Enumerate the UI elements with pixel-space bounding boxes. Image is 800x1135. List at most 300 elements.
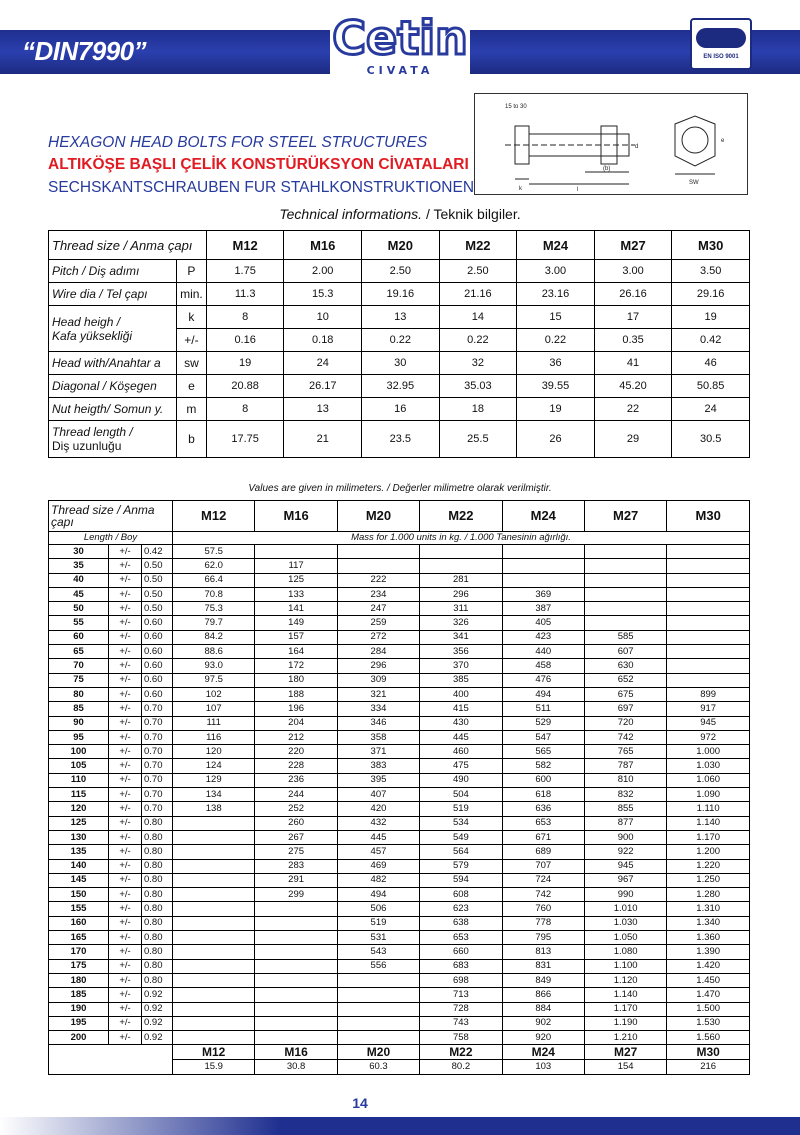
size-header-m24: M24 <box>517 231 595 260</box>
mass-cell: 134 <box>173 788 255 802</box>
tolerance-sign: +/- <box>109 745 142 759</box>
table-row <box>49 745 750 759</box>
spec-row-symbol: P <box>176 260 206 283</box>
mass-cell: 129 <box>173 773 255 787</box>
footer-size-m16: M16 <box>255 1045 337 1060</box>
length-cell: 155 <box>49 902 109 916</box>
spec-cell: 2.50 <box>362 260 440 283</box>
tolerance-sign: +/- <box>109 788 142 802</box>
tolerance-cell: 0.70 <box>142 759 173 773</box>
mass-cell: 97.5 <box>173 673 255 687</box>
mass-cell: 172 <box>255 659 337 673</box>
mass-cell: 272 <box>337 630 419 644</box>
mass-cell: 765 <box>584 745 666 759</box>
mass-cell: 531 <box>337 931 419 945</box>
spec-cell: 24 <box>672 398 750 421</box>
spec-cell: 29 <box>594 421 672 458</box>
mass-cell: 341 <box>420 630 502 644</box>
tolerance-cell: 0.50 <box>142 587 173 601</box>
spec-row <box>49 306 750 329</box>
mass-cell <box>667 602 750 616</box>
mass-cell: 415 <box>420 702 502 716</box>
size-header-m27: M27 <box>594 231 672 260</box>
spec-cell: 3.50 <box>672 260 750 283</box>
mass-cell: 1.450 <box>667 973 750 987</box>
mass-cell: 321 <box>337 687 419 701</box>
mass-cell: 743 <box>420 1016 502 1030</box>
mass-cell: 228 <box>255 759 337 773</box>
size-header-m12: M12 <box>173 501 255 532</box>
tolerance-cell: 0.60 <box>142 673 173 687</box>
mass-cell: 296 <box>337 659 419 673</box>
spec-row-symbol: sw <box>176 352 206 375</box>
footer-size-m22: M22 <box>420 1045 502 1060</box>
spec-row-symbol: e <box>176 375 206 398</box>
mass-cell: 608 <box>420 888 502 902</box>
mass-cell: 618 <box>502 788 584 802</box>
svg-text:d: d <box>635 144 639 150</box>
tolerance-cell: 0.80 <box>142 931 173 945</box>
size-header-m24: M24 <box>502 501 584 532</box>
mass-cell <box>173 816 255 830</box>
mass-cell <box>173 873 255 887</box>
length-cell: 45 <box>49 587 109 601</box>
mass-cell: 296 <box>420 587 502 601</box>
table-row <box>49 630 750 644</box>
spec-cell: 25.5 <box>439 421 517 458</box>
mass-cell: 967 <box>584 873 666 887</box>
mass-cell: 88.6 <box>173 645 255 659</box>
footer-size-m12: M12 <box>173 1045 255 1060</box>
spec-cell: 8 <box>206 398 284 421</box>
table-row <box>49 645 750 659</box>
spec-cell: 36 <box>517 352 595 375</box>
length-cell: 165 <box>49 931 109 945</box>
spec-cell: 24 <box>284 352 362 375</box>
mass-cell: 1.280 <box>667 888 750 902</box>
mass-cell: 922 <box>584 845 666 859</box>
spec-row <box>49 260 750 283</box>
size-header-m20: M20 <box>362 231 440 260</box>
cetin-logo <box>330 10 470 80</box>
certification-badge <box>690 18 752 70</box>
mass-cell: 1.170 <box>584 1002 666 1016</box>
tolerance-cell: 0.92 <box>142 1031 173 1045</box>
mass-cell: 547 <box>502 730 584 744</box>
tolerance-sign: +/- <box>109 573 142 587</box>
footer-value: 15.9 <box>173 1060 255 1075</box>
tolerance-cell: 0.80 <box>142 959 173 973</box>
length-cell: 110 <box>49 773 109 787</box>
spec-cell: 23.5 <box>362 421 440 458</box>
length-cell: 175 <box>49 959 109 973</box>
mass-cell <box>667 645 750 659</box>
mass-cell: 494 <box>502 687 584 701</box>
mass-cell: 460 <box>420 745 502 759</box>
mass-cell: 291 <box>255 873 337 887</box>
tolerance-sign: +/- <box>109 1031 142 1045</box>
spec-cell: 10 <box>284 306 362 329</box>
mass-cell: 1.190 <box>584 1016 666 1030</box>
mass-cell: 1.060 <box>667 773 750 787</box>
mass-cell <box>255 945 337 959</box>
footer-value: 60.3 <box>337 1060 419 1075</box>
length-cell: 80 <box>49 687 109 701</box>
mass-cell: 1.100 <box>584 959 666 973</box>
mass-cell: 1.340 <box>667 916 750 930</box>
length-cell: 170 <box>49 945 109 959</box>
mass-cell: 259 <box>337 616 419 630</box>
tolerance-sign: +/- <box>109 902 142 916</box>
tolerance-cell: 0.70 <box>142 788 173 802</box>
mass-cell: 653 <box>502 816 584 830</box>
spec-cell: 0.22 <box>362 329 440 352</box>
mass-cell: 284 <box>337 645 419 659</box>
mass-cell: 707 <box>502 859 584 873</box>
mass-cell: 346 <box>337 716 419 730</box>
mass-cell: 311 <box>420 602 502 616</box>
tolerance-cell: 0.80 <box>142 888 173 902</box>
length-label: Length / Boy <box>49 532 173 545</box>
mass-cell: 675 <box>584 687 666 701</box>
tolerance-sign: +/- <box>109 630 142 644</box>
mass-cell: 275 <box>255 845 337 859</box>
mass-cell: 62.0 <box>173 559 255 573</box>
footer-value: 103 <box>502 1060 584 1075</box>
size-header-m30: M30 <box>667 501 750 532</box>
tolerance-cell: 0.70 <box>142 773 173 787</box>
mass-cell: 476 <box>502 673 584 687</box>
table-row <box>49 973 750 987</box>
mass-cell <box>337 988 419 1002</box>
table-row <box>49 816 750 830</box>
mass-cell: 877 <box>584 816 666 830</box>
mass-cell <box>173 959 255 973</box>
mass-cell <box>337 545 419 559</box>
mass-cell: 689 <box>502 845 584 859</box>
mass-cell: 945 <box>667 716 750 730</box>
mass-cell <box>337 1002 419 1016</box>
spec-cell: 29.16 <box>672 283 750 306</box>
mass-cell <box>255 973 337 987</box>
svg-text:15 to 30: 15 to 30 <box>505 104 527 110</box>
mass-cell: 866 <box>502 988 584 1002</box>
mass-cell <box>255 931 337 945</box>
mass-cell: 124 <box>173 759 255 773</box>
length-cell: 30 <box>49 545 109 559</box>
length-cell: 90 <box>49 716 109 730</box>
mass-cell: 683 <box>420 959 502 973</box>
mass-cell: 133 <box>255 587 337 601</box>
mass-cell: 334 <box>337 702 419 716</box>
mass-cell: 188 <box>255 687 337 701</box>
mass-cell: 1.030 <box>584 916 666 930</box>
spec-cell: 46 <box>672 352 750 375</box>
table-row <box>49 830 750 844</box>
heading-en: HEXAGON HEAD BOLTS FOR STEEL STRUCTURES <box>48 134 428 151</box>
mass-cell: 260 <box>255 816 337 830</box>
mass-cell <box>667 545 750 559</box>
mass-cell: 385 <box>420 673 502 687</box>
table-row <box>49 1016 750 1030</box>
tolerance-sign: +/- <box>109 1002 142 1016</box>
mass-cell: 494 <box>337 888 419 902</box>
tolerance-sign: +/- <box>109 916 142 930</box>
footer-bar <box>0 1117 800 1135</box>
mass-cell <box>255 959 337 973</box>
mass-cell: 972 <box>667 730 750 744</box>
size-header-m20: M20 <box>337 501 419 532</box>
mass-cell: 778 <box>502 916 584 930</box>
mass-cell: 1.030 <box>667 759 750 773</box>
mass-cell: 920 <box>502 1031 584 1045</box>
mass-cell <box>255 988 337 1002</box>
tolerance-cell: 0.80 <box>142 945 173 959</box>
spec-cell: 41 <box>594 352 672 375</box>
mass-cell <box>667 673 750 687</box>
spec-cell: 22 <box>594 398 672 421</box>
spec-cell: 0.22 <box>439 329 517 352</box>
mass-cell: 529 <box>502 716 584 730</box>
mass-cell: 519 <box>337 916 419 930</box>
mass-cell: 252 <box>255 802 337 816</box>
mass-cell <box>584 559 666 573</box>
mass-cell <box>502 545 584 559</box>
mass-cell: 899 <box>667 687 750 701</box>
length-cell: 180 <box>49 973 109 987</box>
mass-cell <box>173 973 255 987</box>
mass-cell: 849 <box>502 973 584 987</box>
mass-note: Mass for 1.000 units in kg. / 1.000 Tanesinin ağırlığı. <box>173 532 750 545</box>
length-cell: 40 <box>49 573 109 587</box>
length-cell: 55 <box>49 616 109 630</box>
spec-cell: 19 <box>517 398 595 421</box>
spec-row <box>49 398 750 421</box>
mass-subheader-row <box>49 532 750 545</box>
table-row <box>49 845 750 859</box>
length-cell: 75 <box>49 673 109 687</box>
mass-cell: 1.250 <box>667 873 750 887</box>
tolerance-sign: +/- <box>109 1016 142 1030</box>
table-row <box>49 673 750 687</box>
mass-cell: 504 <box>420 788 502 802</box>
mass-cell <box>337 1016 419 1030</box>
spec-cell: 30.5 <box>672 421 750 458</box>
mass-cell: 141 <box>255 602 337 616</box>
mass-cell: 212 <box>255 730 337 744</box>
mass-cell: 543 <box>337 945 419 959</box>
table-row <box>49 687 750 701</box>
tolerance-sign: +/- <box>109 888 142 902</box>
mass-cell: 283 <box>255 859 337 873</box>
mass-cell <box>173 1016 255 1030</box>
table-row <box>49 802 750 816</box>
footer-value: 30.8 <box>255 1060 337 1075</box>
mass-cell: 1.220 <box>667 859 750 873</box>
tolerance-sign: +/- <box>109 845 142 859</box>
mass-cell: 370 <box>420 659 502 673</box>
mass-cell: 534 <box>420 816 502 830</box>
mass-cell: 671 <box>502 830 584 844</box>
table-row <box>49 945 750 959</box>
spec-row <box>49 352 750 375</box>
tolerance-sign: +/- <box>109 830 142 844</box>
footer-size-m24: M24 <box>502 1045 584 1060</box>
mass-cell: 1.140 <box>584 988 666 1002</box>
spec-row-label: Head with/Anahtar a <box>49 352 177 375</box>
mass-cell: 630 <box>584 659 666 673</box>
mass-cell: 458 <box>502 659 584 673</box>
mass-cell <box>173 945 255 959</box>
mass-cell <box>584 587 666 601</box>
mass-cell: 1.140 <box>667 816 750 830</box>
mass-cell: 247 <box>337 602 419 616</box>
mass-cell <box>173 859 255 873</box>
mass-cell: 387 <box>502 602 584 616</box>
mass-cell <box>667 573 750 587</box>
tolerance-cell: 0.70 <box>142 802 173 816</box>
spec-row-label <box>49 421 177 458</box>
spec-cell: 21.16 <box>439 283 517 306</box>
spec-cell: 26.16 <box>594 283 672 306</box>
mass-cell: 556 <box>337 959 419 973</box>
mass-cell: 1.050 <box>584 931 666 945</box>
mass-cell: 371 <box>337 745 419 759</box>
spec-cell: 15.3 <box>284 283 362 306</box>
spec-cell: 0.18 <box>284 329 362 352</box>
mass-cell <box>584 545 666 559</box>
mass-cell: 832 <box>584 788 666 802</box>
mass-cell <box>173 888 255 902</box>
spec-row-symbol: m <box>176 398 206 421</box>
mass-cell: 549 <box>420 830 502 844</box>
mass-cell: 116 <box>173 730 255 744</box>
tolerance-cell: 0.70 <box>142 745 173 759</box>
mass-cell: 395 <box>337 773 419 787</box>
mass-cell: 490 <box>420 773 502 787</box>
mass-cell: 120 <box>173 745 255 759</box>
tolerance-cell: 0.60 <box>142 630 173 644</box>
mass-cell: 1.470 <box>667 988 750 1002</box>
mass-cell: 75.3 <box>173 602 255 616</box>
svg-text:e: e <box>721 138 725 144</box>
spec-cell: 13 <box>284 398 362 421</box>
mass-cell: 234 <box>337 587 419 601</box>
mass-cell <box>255 1031 337 1045</box>
tolerance-sign: +/- <box>109 802 142 816</box>
mass-cell: 482 <box>337 873 419 887</box>
mass-cell: 1.420 <box>667 959 750 973</box>
mass-cell <box>420 545 502 559</box>
mass-cell <box>173 902 255 916</box>
spec-cell: 18 <box>439 398 517 421</box>
length-cell: 135 <box>49 845 109 859</box>
tolerance-cell: 0.80 <box>142 973 173 987</box>
mass-cell <box>337 559 419 573</box>
size-header-m16: M16 <box>255 501 337 532</box>
mass-footer-sizes <box>49 1045 750 1060</box>
mass-cell: 585 <box>584 630 666 644</box>
mass-cell: 79.7 <box>173 616 255 630</box>
mass-cell <box>173 1002 255 1016</box>
mass-table <box>48 500 750 1075</box>
spec-table <box>48 230 750 458</box>
mass-cell: 900 <box>584 830 666 844</box>
mass-cell <box>667 559 750 573</box>
mass-cell: 222 <box>337 573 419 587</box>
mass-cell: 1.200 <box>667 845 750 859</box>
spec-cell: 2.00 <box>284 260 362 283</box>
spec-cell: 45.20 <box>594 375 672 398</box>
table-row <box>49 873 750 887</box>
mass-cell: 1.530 <box>667 1016 750 1030</box>
table-row <box>49 616 750 630</box>
mass-cell: 795 <box>502 931 584 945</box>
svg-text:l: l <box>577 187 579 193</box>
tolerance-sign: +/- <box>109 931 142 945</box>
mass-cell <box>584 616 666 630</box>
mass-cell: 742 <box>502 888 584 902</box>
length-cell: 145 <box>49 873 109 887</box>
footer-size-m20: M20 <box>337 1045 419 1060</box>
table-row <box>49 559 750 573</box>
mass-cell: 506 <box>337 902 419 916</box>
footer-size-m27: M27 <box>584 1045 666 1060</box>
tolerance-cell: 0.80 <box>142 830 173 844</box>
spec-cell: 11.3 <box>206 283 284 306</box>
mass-cell: 813 <box>502 945 584 959</box>
length-cell: 70 <box>49 659 109 673</box>
spec-row-label <box>49 306 177 352</box>
footer-size-m30: M30 <box>667 1045 750 1060</box>
tolerance-sign: +/- <box>109 988 142 1002</box>
spec-cell: 26 <box>517 421 595 458</box>
tolerance-cell: 0.80 <box>142 902 173 916</box>
mass-cell <box>420 559 502 573</box>
tolerance-cell: 0.60 <box>142 659 173 673</box>
tolerance-sign: +/- <box>109 773 142 787</box>
spec-cell: 2.50 <box>439 260 517 283</box>
mass-cell: 511 <box>502 702 584 716</box>
tolerance-cell: 0.92 <box>142 1016 173 1030</box>
table-row <box>49 702 750 716</box>
mass-cell: 579 <box>420 859 502 873</box>
page-number: 14 <box>352 1095 368 1111</box>
mass-cell <box>337 1031 419 1045</box>
table-row <box>49 931 750 945</box>
table-row <box>49 773 750 787</box>
mass-cell: 990 <box>584 888 666 902</box>
spec-cell: 3.00 <box>594 260 672 283</box>
spec-cell: 50.85 <box>672 375 750 398</box>
tolerance-cell: 0.70 <box>142 702 173 716</box>
tolerance-sign: +/- <box>109 716 142 730</box>
tolerance-cell: 0.80 <box>142 859 173 873</box>
spec-cell: 39.55 <box>517 375 595 398</box>
tolerance-cell: 0.50 <box>142 559 173 573</box>
svg-text:CIVATA: CIVATA <box>366 64 434 77</box>
spec-row <box>49 421 750 458</box>
mass-cell: 107 <box>173 702 255 716</box>
mass-cell: 407 <box>337 788 419 802</box>
tolerance-sign: +/- <box>109 559 142 573</box>
tolerance-cell: 0.80 <box>142 816 173 830</box>
mass-cell <box>667 659 750 673</box>
mass-cell: 430 <box>420 716 502 730</box>
mass-cell <box>255 916 337 930</box>
spec-row-label: Nut heigth/ Somun y. <box>49 398 177 421</box>
table-row <box>49 888 750 902</box>
